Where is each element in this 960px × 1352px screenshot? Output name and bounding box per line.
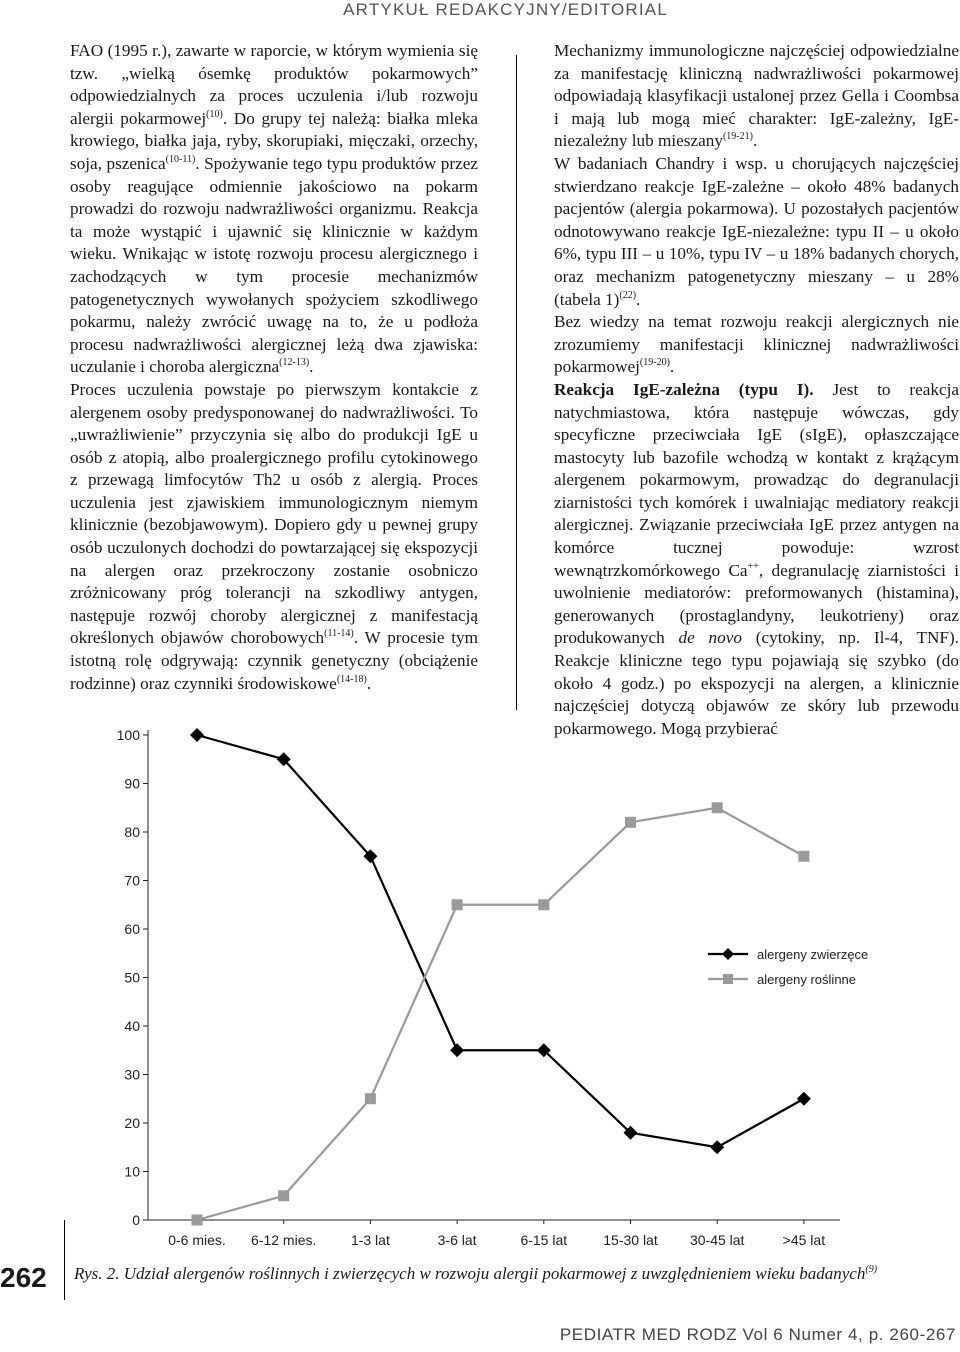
y-tick-label: 50 [124,969,140,986]
allergen-age-chart [100,715,960,1260]
data-point-square [712,802,723,813]
y-tick-label: 70 [124,872,140,889]
right-paragraph-2: W badaniach Chandry i wsp. u chorujących najczęściej stwierdzano reakcje IgE-zależne – około 48% badanych pacjentów (alergia pokarmowa). U pozostałych pacjentów odnotowywano reakcje IgE-niezależne: typu II – u około 6%, typu III – u 10%, typu IV – u 18% badanych chorych, oraz mechanizm patogenetyczny mieszany – u 28% (tabela 1)$^{(22)}$. [554,153,959,309]
running-header: ARTYKUŁ REDAKCYJNY/EDITORIAL [343,0,668,19]
left-paragraph-1: FAO (1995 r.), zawarte w raporcie, w którym wymienia się tzw. „wielką ósemkę produktów pokarmowych” odpowiedzialnych za proces uczulenia i/lub rozwoju alergii pokarmowej$^{(10)}$. Do grupy tej należą: białka mleka krowiego, białka jaja, ryby, skorupiaki, mięczaki, orzechy, soja, pszenica$^{(10-11)}$. Spożywanie tego typu produktów przez osoby reagujące odmiennie jakościowo na pokarm prowadzi do rozwoju nadwrażliwości organizmu. Reakcja ta może wystąpić i ujawnić się klinicznie w każdym wieku. Wnikając w istotę rozwoju procesu alergicznego i zachodzących w tym procesie mechanizmów patogenetycznych wywołanych spożyciem szkodliwego pokarmu, należy zwrócić uwagę na to, że u podłoża procesu nadwrażliwości alergicznej leżą dwa zjawiska: uczulanie i choroba alergiczna$^{(12-13)}$. [70,41,478,377]
data-point-square [798,851,809,862]
x-tick-label: 6-15 lat [520,1232,568,1248]
series-line-1 [197,735,804,1147]
legend-label-2: alergeny roślinne [757,972,857,987]
x-tick-label: 30-45 lat [689,1232,745,1248]
data-point-diamond [190,728,204,742]
column-divider [516,55,517,710]
figure-caption: Rys. 2. Udział alergenów roślinnych i zwierzęcych w rozwoju alergii pokarmowej z uwzględnieniem wieku badanych$^{(9)}$ [74,1264,878,1283]
x-tick-label: 6-12 mies. [251,1232,317,1248]
data-point-square [452,899,463,910]
data-point-square [278,1190,289,1201]
y-tick-label: 60 [124,921,140,937]
series-line-2 [197,808,804,1220]
y-tick-label: 0 [132,1212,140,1228]
data-point-diamond [797,1092,811,1106]
x-tick-label: 15-30 lat [603,1232,658,1248]
y-tick-label: 100 [116,727,140,743]
x-tick-label: 3-6 lat [437,1232,477,1248]
x-tick-label: 0-6 mies. [168,1232,226,1248]
page-number: 262 [0,1262,47,1293]
right-column [554,40,959,740]
data-point-square [625,817,636,828]
legend-label-1: alergeny zwierzęce [757,947,869,962]
right-paragraph-1: Mechanizmy immunologiczne najczęściej odpowiedzialne za manifestację kliniczną nadwrażliwości pokarmowej odpowiadają klasyfikacji ustalonej przez Gella i Coombsa i mają lub mogą mieć charakter: IgE-zależny, IgE-niezależny lub mieszany$^{(19-21)}$. [554,41,959,151]
x-tick-label: >45 lat [782,1232,826,1248]
x-tick-label: 1-3 lat [350,1232,390,1248]
y-tick-label: 20 [124,1115,140,1131]
data-point-square [538,899,549,910]
data-point-diamond [710,1140,724,1154]
right-paragraph-3: Bez wiedzy na temat rozwoju reakcji alergicznych nie zrozumiemy manifestacji klinicznej nadwrażliwości pokarmowej$^{(19-20)}$. [554,312,959,377]
data-point-square [365,1093,376,1104]
y-tick-label: 90 [124,775,140,792]
journal-footer: PEDIATR MED RODZ Vol 6 Numer 4, p. 260-267 [559,1325,956,1344]
left-paragraph-2: Proces uczulenia powstaje po pierwszym kontakcie z alergenem osoby predysponowanej do nadwrażliwości. To „uwrażliwienie” przyczynia się albo do produkcji IgE u osób z atopią, albo proalergicznego profilu cytokinowego z przewagą limfocytów Th2 u osób z alergią. Proces uczulenia jest zjawiskiem immunologicznym niemym klinicznie (bezobjawowym). Dopiero gdy u pewnej grupy osób uczulonych dochodzi do powtarzającej się ekspozycji na alergen oraz przekroczony zostanie osobniczo zróżnicowany próg tolerancji na szkodliwy antygen, następuje rozwój choroby alergicznej z manifestacją określonych objawów chorobowych$^{(11-14)}$. W procesie tym istotną rolę odgrywają: czynnik genetyczny (obciążenie rodzinne) oraz czynniki środowiskowe$^{(14-18)}$. [70,379,478,693]
legend-marker-square [723,974,733,984]
right-paragraph-4: Reakcja IgE-zależna (typu I). Jest to reakcja natychmiastowa, która następuje wówczas, gdy specyficzne przeciwciała IgE (sIgE), opłaszczające mastocyty lub bazofile wchodzą w kontakt z krążącym alergenem pokarmowym, prowadząc do degranulacji ziarnistości tych komórek i uwalniając mediatory reakcji alergicznej. Związanie przeciwciała IgE przez antygen na komórce tucznej powoduje: wzrost wewnątrzkomórkowego Ca++, degranulację ziarnistości i uwolnienie mediatorów: preformowanych (histamina), generowanych (prostaglandyny, leukotrieny) oraz produkowanych de novo (cytokiny, np. Il-4, TNF). Reakcje kliniczne tego typu pojawiają się szybko (do około 4 godz.) po ekspozycji na alergen, a klinicznie najczęściej dotyczą objawów ze skóry lub przewodu pokarmowego. Mogą przybierać [554,379,960,738]
data-point-square [192,1215,203,1226]
y-tick-label: 80 [124,824,140,840]
y-tick-label: 40 [124,1018,140,1034]
legend-marker-diamond [722,948,734,960]
chart-svg [100,715,960,1260]
data-point-diamond [450,1043,464,1057]
page-number-rule [64,1220,65,1300]
y-tick-label: 10 [124,1163,140,1180]
y-tick-label: 30 [124,1066,140,1083]
left-column [70,40,478,695]
